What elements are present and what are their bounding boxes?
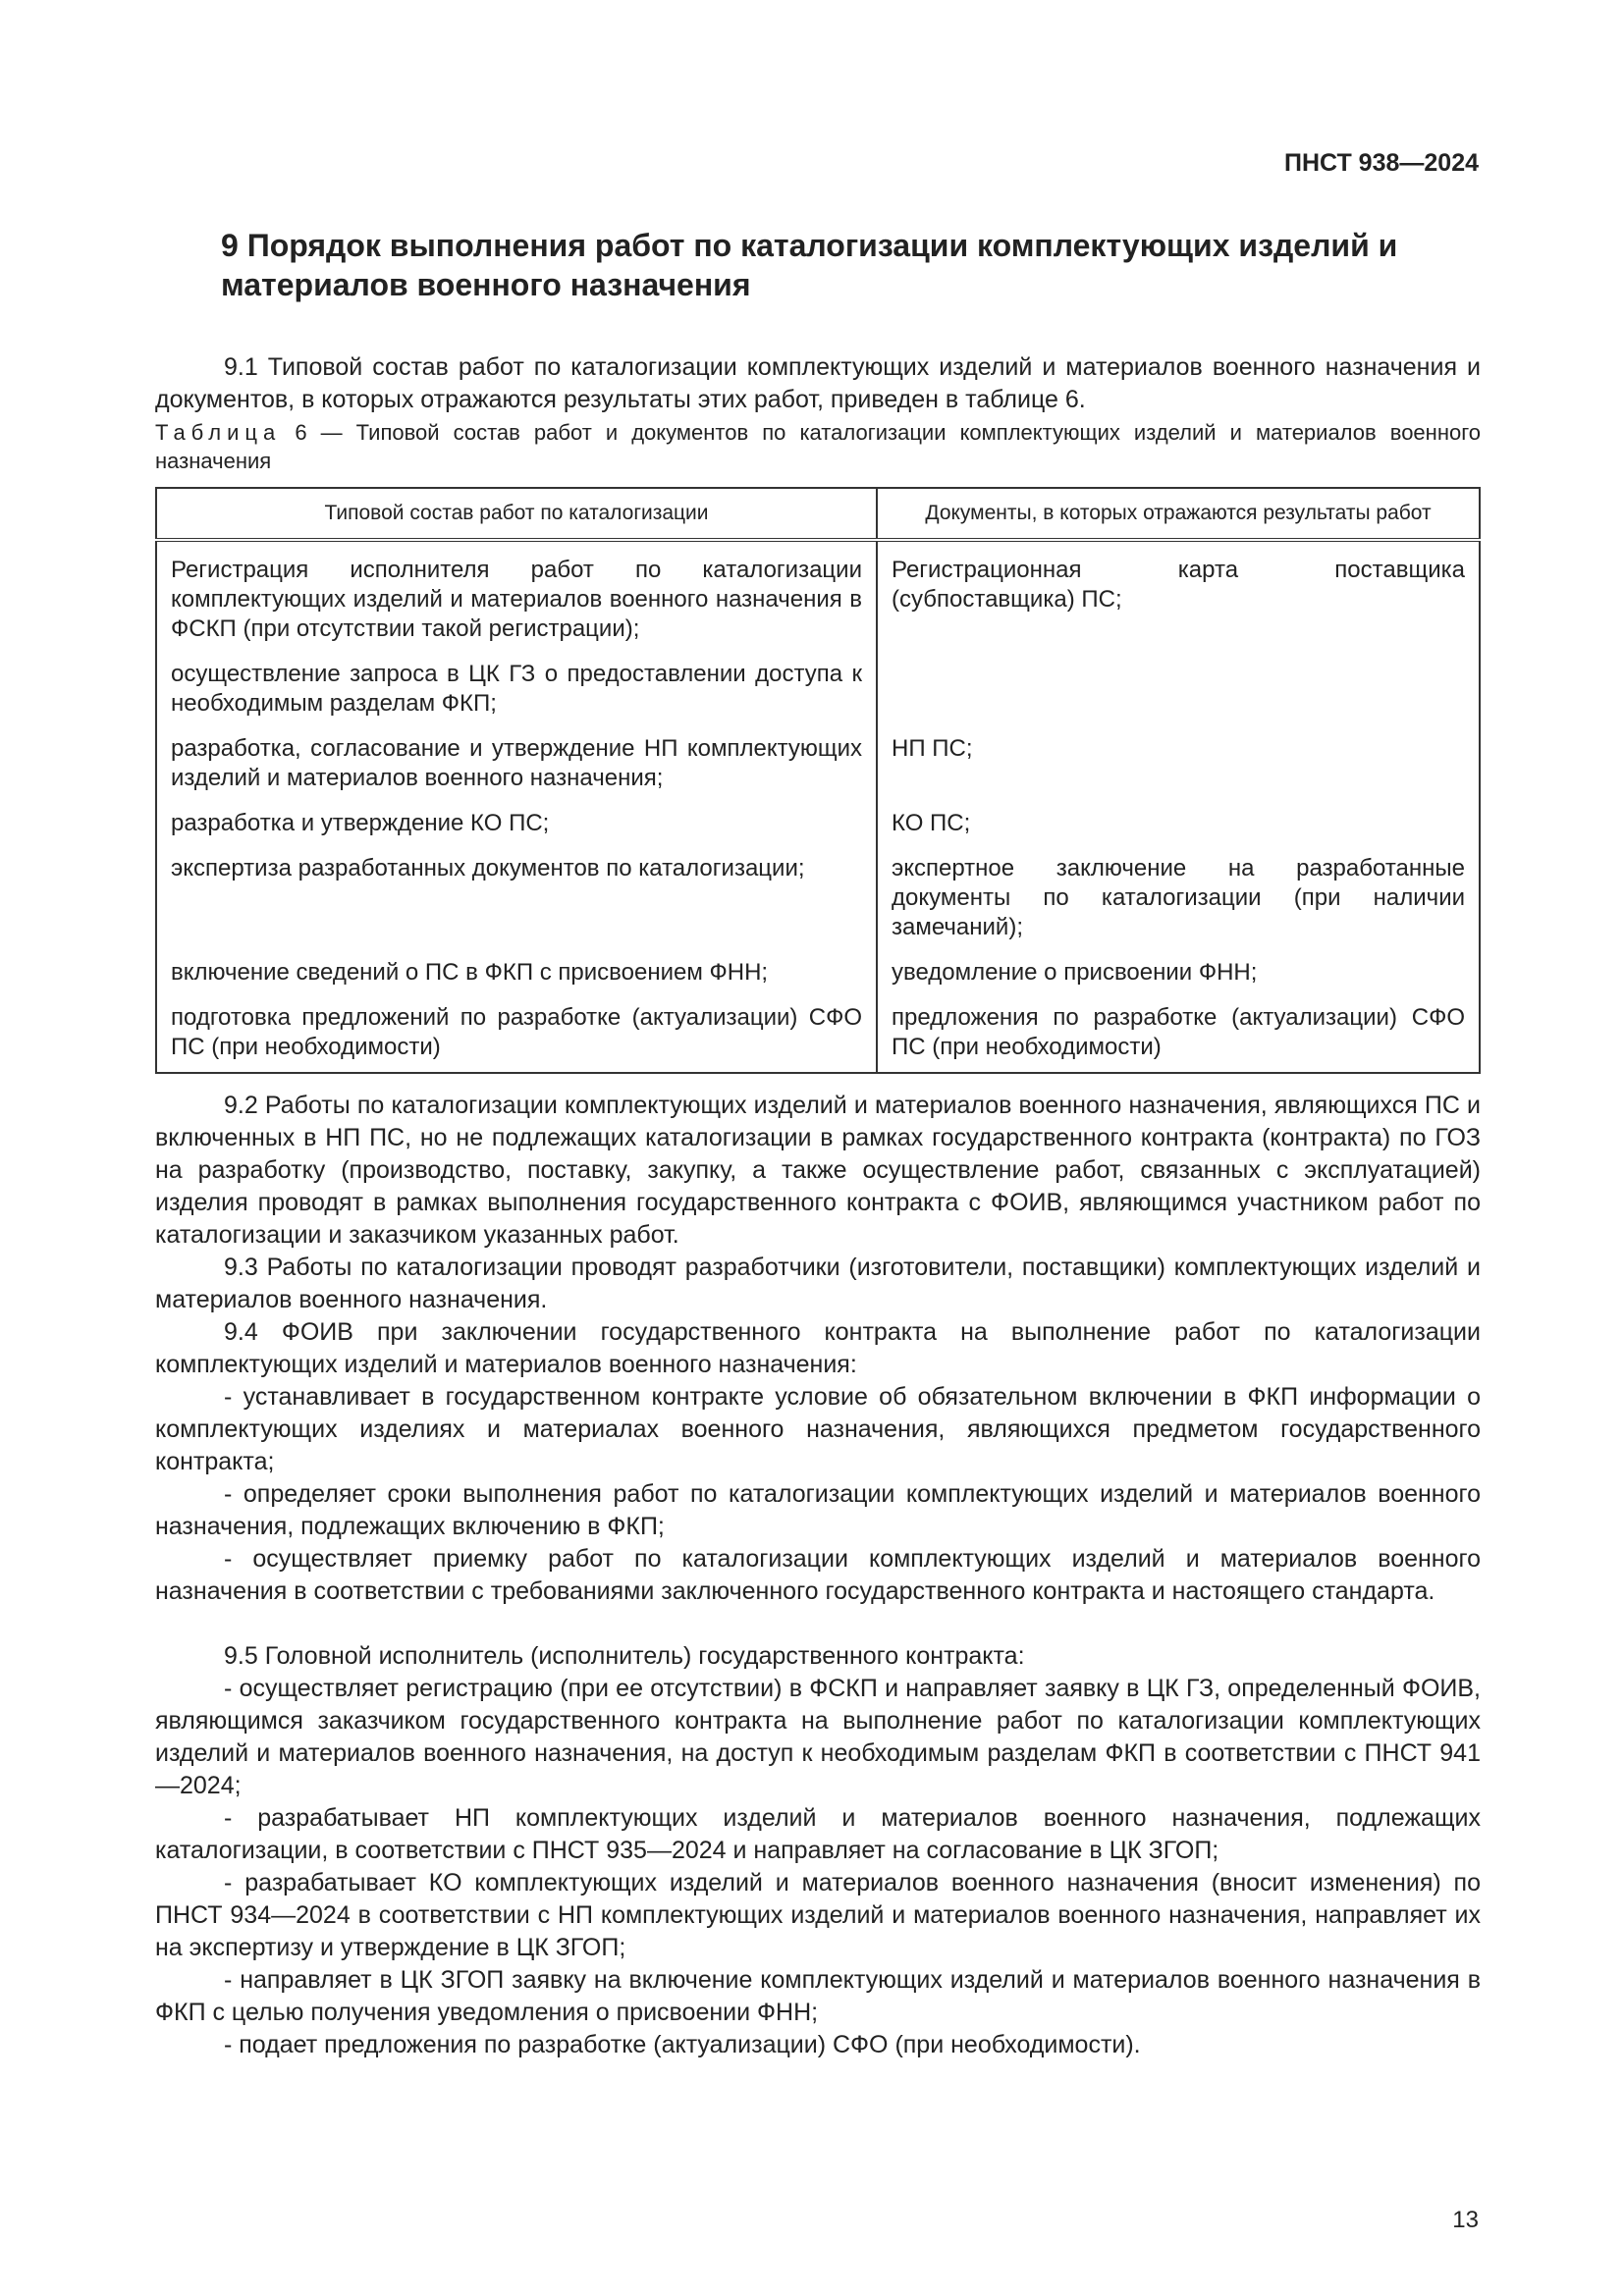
table-cell-document: Регистрационная карта поставщика (субпоставщика) ПС; [877, 540, 1480, 652]
table-cell-document: КО ПС; [877, 801, 1480, 846]
table-cell-document [877, 652, 1480, 726]
table-cell-document: экспертное заключение на разработанные документы по каталогизации (при наличии замечаний); [877, 846, 1480, 950]
paragraph-9-5: 9.5 Головной исполнитель (исполнитель) государственного контракта: [224, 1642, 1025, 1670]
page-number: 13 [1452, 2207, 1479, 2233]
document-code: ПНСТ 938—2024 [1284, 149, 1479, 177]
paragraph-9-5-item-2: - разрабатывает НП комплектующих изделий и материалов военного назначения, подлежащих каталогизации, в соответствии с ПНСТ 935—2024 и направляет на согласование в ЦК ЗГОП; [155, 1804, 1481, 1864]
paragraph-9-5-item-5: - подает предложения по разработке (актуализации) СФО (при необходимости). [224, 2031, 1141, 2058]
table-header-row [156, 488, 1480, 540]
table-cell-work: Регистрация исполнителя работ по каталогизации комплектующих изделий и материалов военного назначения в ФСКП (при отсутствии такой регистрации); [156, 540, 877, 652]
table-cell-document: уведомление о присвоении ФНН; [877, 950, 1480, 995]
table-caption-label: Таблица [155, 420, 282, 445]
paragraph-9-4-item-1: - устанавливает в государственном контракте условие об обязательном включении в ФКП информации о комплектующих изделиях и материалах военного назначения, являющихся предметом государственного контракта; [155, 1383, 1481, 1475]
table-cell-document: предложения по разработке (актуализации) СФО ПС (при необходимости) [877, 995, 1480, 1073]
table-cell-work: подготовка предложений по разработке (актуализации) СФО ПС (при необходимости) [156, 995, 877, 1073]
paragraph-9-1: 9.1 Типовой состав работ по каталогизации комплектующих изделий и материалов военного назначения и документов, в которых отражаются результаты этих работ, приведен в таблице 6. [155, 353, 1481, 413]
catalog-works-table [155, 487, 1481, 1074]
table-row [156, 950, 1480, 995]
table-cell-work: разработка, согласование и утверждение НП комплектующих изделий и материалов военного назначения; [156, 726, 877, 801]
table-caption-text: 6 — Типовой состав работ и документов по каталогизации комплектующих изделий и материалов военного назначения [155, 420, 1481, 473]
paragraph-9-5-item-1: - осуществляет регистрацию (при ее отсутствии) в ФСКП и направляет заявку в ЦК ГЗ, определенный ФОИВ, являющимся заказчиком государственного контракта на выполнение работ по каталогизации комплектующих изделий и материалов военного назначения, на доступ к необходимым разделам ФКП в соответствии с ПНСТ 941—2024; [155, 1675, 1481, 1799]
paragraph-9-4-item-3: - осуществляет приемку работ по каталогизации комплектующих изделий и материалов военного назначения в соответствии с требованиями заключенного государственного контракта и настоящего стандарта. [155, 1545, 1481, 1605]
paragraph-9-5-item-4: - направляет в ЦК ЗГОП заявку на включение комплектующих изделий и материалов военного назначения в ФКП с целью получения уведомления о присвоении ФНН; [155, 1966, 1481, 2026]
table-row [156, 801, 1480, 846]
table-cell-work: включение сведений о ПС в ФКП с присвоением ФНН; [156, 950, 877, 995]
table-header-documents: Документы, в которых отражаются результаты работ [877, 488, 1480, 540]
table-row [156, 726, 1480, 801]
section-title: 9 Порядок выполнения работ по каталогизации комплектующих изделий и материалов военного назначения [221, 228, 1398, 302]
table-cell-work: разработка и утверждение КО ПС; [156, 801, 877, 846]
table-row [156, 540, 1480, 652]
paragraph-9-2: 9.2 Работы по каталогизации комплектующих изделий и материалов военного назначения, являющихся ПС и включенных в НП ПС, но не подлежащих каталогизации в рамках государственного контракта (контракта) по ГОЗ на разработку (производство, поставку, закупку, а также осуществление работ, связанных с эксплуатацией) изделия проводят в рамках выполнения государственного контракта с ФОИВ, являющимся участником работ по каталогизации и заказчиком указанных работ. [155, 1092, 1481, 1249]
table-row [156, 995, 1480, 1073]
table-cell-document: НП ПС; [877, 726, 1480, 801]
paragraph-9-4-item-2: - определяет сроки выполнения работ по каталогизации комплектующих изделий и материалов военного назначения, подлежащих включению в ФКП; [155, 1480, 1481, 1540]
paragraph-9-5-item-3: - разрабатывает КО комплектующих изделий и материалов военного назначения (вносит изменения) по ПНСТ 934—2024 в соответствии с НП комплектующих изделий и материалов военного назначения, направляет их на экспертизу и утверждение в ЦК ЗГОП; [155, 1869, 1481, 1961]
table-row [156, 652, 1480, 726]
table-cell-work: осуществление запроса в ЦК ГЗ о предоставлении доступа к необходимым разделам ФКП; [156, 652, 877, 726]
table-header-works: Типовой состав работ по каталогизации [156, 488, 877, 540]
table-row [156, 846, 1480, 950]
paragraph-9-3: 9.3 Работы по каталогизации проводят разработчики (изготовители, поставщики) комплектующих изделий и материалов военного назначения. [155, 1254, 1481, 1313]
table-cell-work: экспертиза разработанных документов по каталогизации; [156, 846, 877, 950]
paragraph-9-4: 9.4 ФОИВ при заключении государственного контракта на выполнение работ по каталогизации комплектующих изделий и материалов военного назначения: [155, 1318, 1481, 1378]
table-caption [155, 418, 1481, 475]
